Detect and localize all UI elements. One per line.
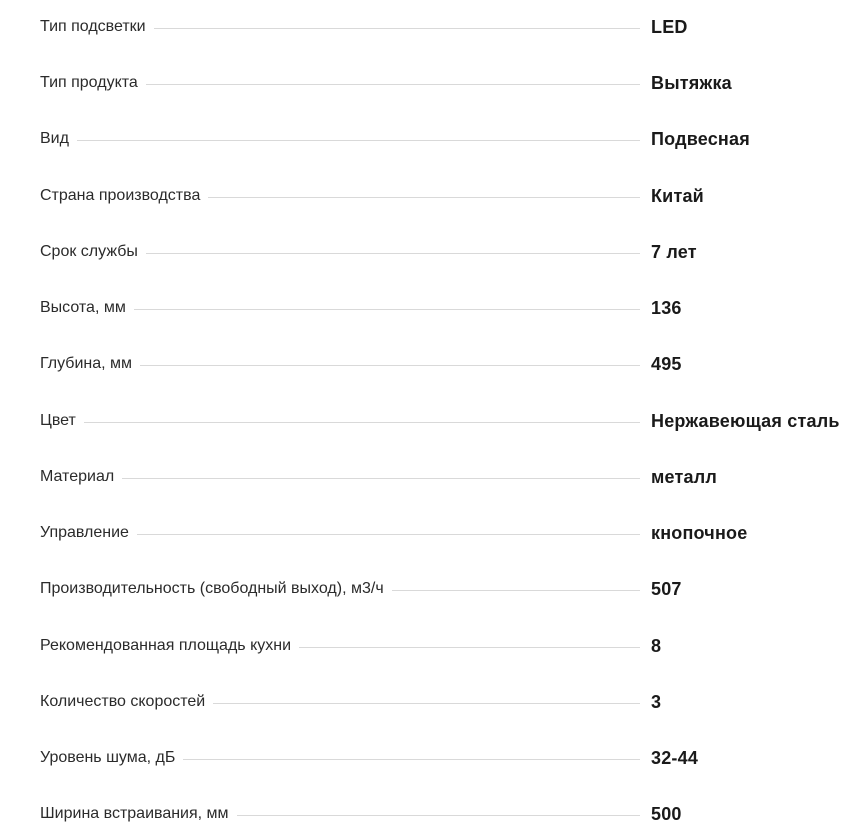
leader-line [137, 534, 640, 535]
spec-label-cell [40, 294, 640, 322]
spec-label: Цвет [40, 412, 76, 429]
spec-row [0, 238, 848, 266]
spec-value: кнопочное [651, 522, 748, 543]
leader-line [140, 365, 640, 366]
spec-label-cell [40, 632, 640, 660]
spec-value: Вытяжка [651, 72, 732, 93]
spec-row [0, 744, 848, 772]
spec-value: Подвесная [651, 128, 750, 149]
spec-row [0, 800, 848, 828]
spec-row [0, 182, 848, 210]
spec-value: 500 [651, 803, 682, 824]
spec-label-cell [40, 350, 640, 378]
leader-line [146, 253, 640, 254]
spec-label-cell [40, 800, 640, 828]
spec-label: Вид [40, 130, 69, 147]
spec-value: 32-44 [651, 747, 699, 768]
leader-line [299, 647, 640, 648]
spec-row [0, 13, 848, 41]
spec-value: 7 лет [651, 241, 697, 262]
spec-label-cell [40, 407, 640, 435]
spec-row [0, 69, 848, 97]
spec-row [0, 294, 848, 322]
spec-row [0, 463, 848, 491]
spec-label: Срок службы [40, 243, 138, 260]
spec-label: Производительность (свободный выход), м3/ч [40, 580, 384, 597]
spec-row [0, 688, 848, 716]
spec-label: Количество скоростей [40, 693, 206, 710]
leader-line [84, 422, 640, 423]
spec-label: Высота, мм [40, 299, 126, 316]
spec-label: Тип подсветки [40, 18, 146, 35]
spec-label: Тип продукта [40, 74, 138, 91]
spec-value: 495 [651, 353, 682, 374]
spec-row [0, 350, 848, 378]
spec-label-cell [40, 125, 640, 153]
spec-value: Китай [651, 185, 704, 206]
spec-value: 507 [651, 578, 682, 599]
spec-value: 8 [651, 635, 662, 656]
spec-value: LED [651, 16, 688, 37]
spec-value: Нержавеющая сталь [651, 410, 840, 431]
leader-line [154, 28, 640, 29]
spec-label-cell [40, 13, 640, 41]
leader-line [122, 478, 640, 479]
spec-row [0, 519, 848, 547]
leader-line [183, 759, 640, 760]
spec-label: Управление [40, 524, 129, 541]
spec-row [0, 407, 848, 435]
leader-line [77, 140, 640, 141]
leader-line [237, 815, 640, 816]
spec-label-cell [40, 69, 640, 97]
spec-label: Рекомендованная площадь кухни [40, 637, 292, 654]
spec-label-cell [40, 688, 640, 716]
spec-label: Глубина, мм [40, 355, 133, 372]
leader-line [213, 703, 640, 704]
spec-row [0, 632, 848, 660]
spec-value: металл [651, 466, 717, 487]
spec-label: Уровень шума, дБ [40, 749, 176, 766]
leader-line [392, 590, 640, 591]
leader-line [146, 84, 640, 85]
leader-line [208, 197, 640, 198]
spec-label: Страна производства [40, 187, 201, 204]
spec-label: Ширина встраивания, мм [40, 805, 229, 822]
spec-value: 3 [651, 691, 662, 712]
spec-row [0, 575, 848, 603]
spec-label-cell [40, 575, 640, 603]
spec-value: 136 [651, 297, 682, 318]
spec-label-cell [40, 182, 640, 210]
spec-label-cell [40, 238, 640, 266]
leader-line [134, 309, 640, 310]
spec-label-cell [40, 744, 640, 772]
spec-label: Материал [40, 468, 115, 485]
spec-row [0, 125, 848, 153]
spec-label-cell [40, 519, 640, 547]
spec-label-cell [40, 463, 640, 491]
